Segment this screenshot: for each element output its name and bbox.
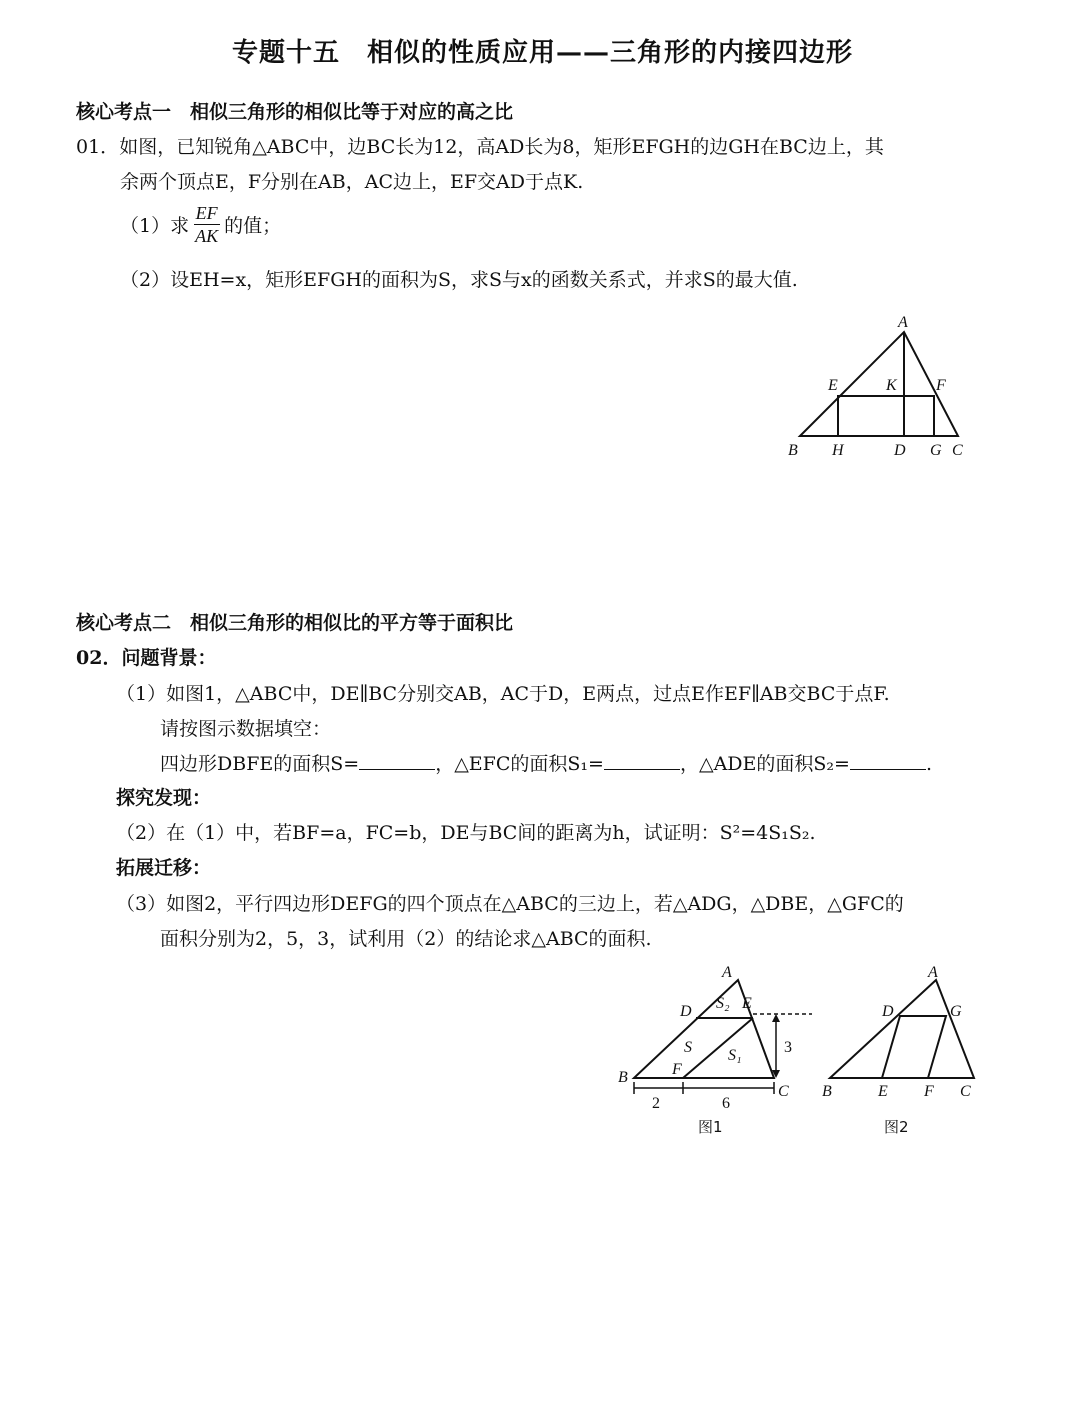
fig1-height-label: 3 [784,1039,792,1056]
figure-1 [612,958,812,1140]
label-b: B [788,442,798,459]
q1-fraction [193,202,220,247]
fill-s1-label: ，△EFC的面积S₁= [435,753,604,775]
fig2-label-d: D [882,1003,894,1020]
blank-s[interactable] [359,751,435,770]
fig1-triangle-abc [634,980,774,1078]
q1-text-2: 余两个顶点E，F分别在AB，AC边上，EF交AD于点K. [120,171,584,193]
fill-s-label: 四边形DBFE的面积S= [160,753,360,775]
q1-line-1 [76,132,884,159]
label-h: H [832,442,844,459]
extend-heading: 拓展迁移： [116,857,212,879]
label-a: A [898,314,908,331]
fig1-caption: 图1 [698,1118,723,1136]
fig2-label-a: A [928,964,938,981]
label-c: C [952,442,963,459]
fig1-label-s: S [684,1039,692,1056]
fig1-bf-length: 2 [652,1095,660,1112]
label-k: K [886,377,897,394]
fill-end: . [925,753,932,775]
q1-part1-prefix: （1）求 [120,215,190,237]
q1-text-1: 如图，已知锐角△ABC中，边BC长为12，高AD长为8，矩形EFGH的边GH在BC边上，其 [119,136,884,158]
q1-number: 01． [76,136,120,158]
fig1-label-e: E [742,995,752,1012]
fraction-numerator: EF [195,203,218,223]
q1-figure [780,310,980,470]
q2-number: 02． [76,647,122,669]
page-title: 专题十五 相似的性质应用——三角形的内接四边形 [232,38,854,68]
fig1-label-f: F [672,1061,682,1078]
blank-s2[interactable] [850,751,926,770]
q2-part1-line-1: （1）如图1，△ABC中，DE∥BC分别交AB，AC于D，E两点，过点E作EF∥AB交BC于点F. [116,683,890,705]
fig2-caption: 图2 [884,1118,909,1136]
q2-background-label: 问题背景： [121,647,217,669]
label-f: F [936,377,946,394]
fig2-label-g: G [950,1003,962,1020]
blank-s1[interactable] [604,751,680,770]
q2-background [76,643,216,670]
fig1-label-s2: S₂ [716,995,730,1012]
label-d: D [894,442,906,459]
section-heading-2: 核心考点二 相似三角形的相似比的平方等于面积比 [76,612,514,634]
label-g: G [930,442,942,459]
q2-part3-line-1: （3）如图2，平行四边形DEFG的四个顶点在△ABC的三边上，若△ADG，△DBE，△GFC的 [116,893,904,915]
rectangle-efgh [838,396,934,436]
fig1-segment-ef [683,1018,753,1078]
fig2-label-c: C [960,1083,971,1100]
label-e: E [828,377,838,394]
q2-part1-line-2: 请按图示数据填空： [160,718,332,740]
explore-heading: 探究发现： [116,787,212,809]
q1-part-1 [120,202,281,247]
figure-2 [812,958,1002,1140]
fig1-label-a: A [722,964,732,981]
fill-s2-label: ，△ADE的面积S₂= [679,753,850,775]
fig1-fc-length: 6 [722,1095,730,1112]
fig2-label-f: F [924,1083,934,1100]
fig2-label-e: E [878,1083,888,1100]
fig1-label-b: B [618,1069,628,1086]
section-heading-1: 核心考点一 相似三角形的相似比等于对应的高之比 [76,101,514,123]
fraction-denominator: AK [195,226,219,246]
fig1-label-d: D [680,1003,692,1020]
fig1-label-s1: S₁ [728,1047,742,1064]
fig2-parallelogram-defg [882,1016,946,1078]
q1-part1-suffix: 的值； [224,215,282,237]
q2-part3-line-2: 面积分别为2，5，3，试利用（2）的结论求△ABC的面积. [160,928,652,950]
q2-part-2: （2）在（1）中，若BF=a，FC=b，DE与BC间的距离为h，试证明：S²=4S₁S₂. [116,822,816,844]
q2-part1-fill-line [160,749,932,776]
fig2-label-b: B [822,1083,832,1100]
fig1-label-c: C [778,1083,789,1100]
q1-part-2: （2）设EH=x，矩形EFGH的面积为S，求S与x的函数关系式，并求S的最大值. [120,269,798,291]
fig2-triangle-abc [830,980,974,1078]
